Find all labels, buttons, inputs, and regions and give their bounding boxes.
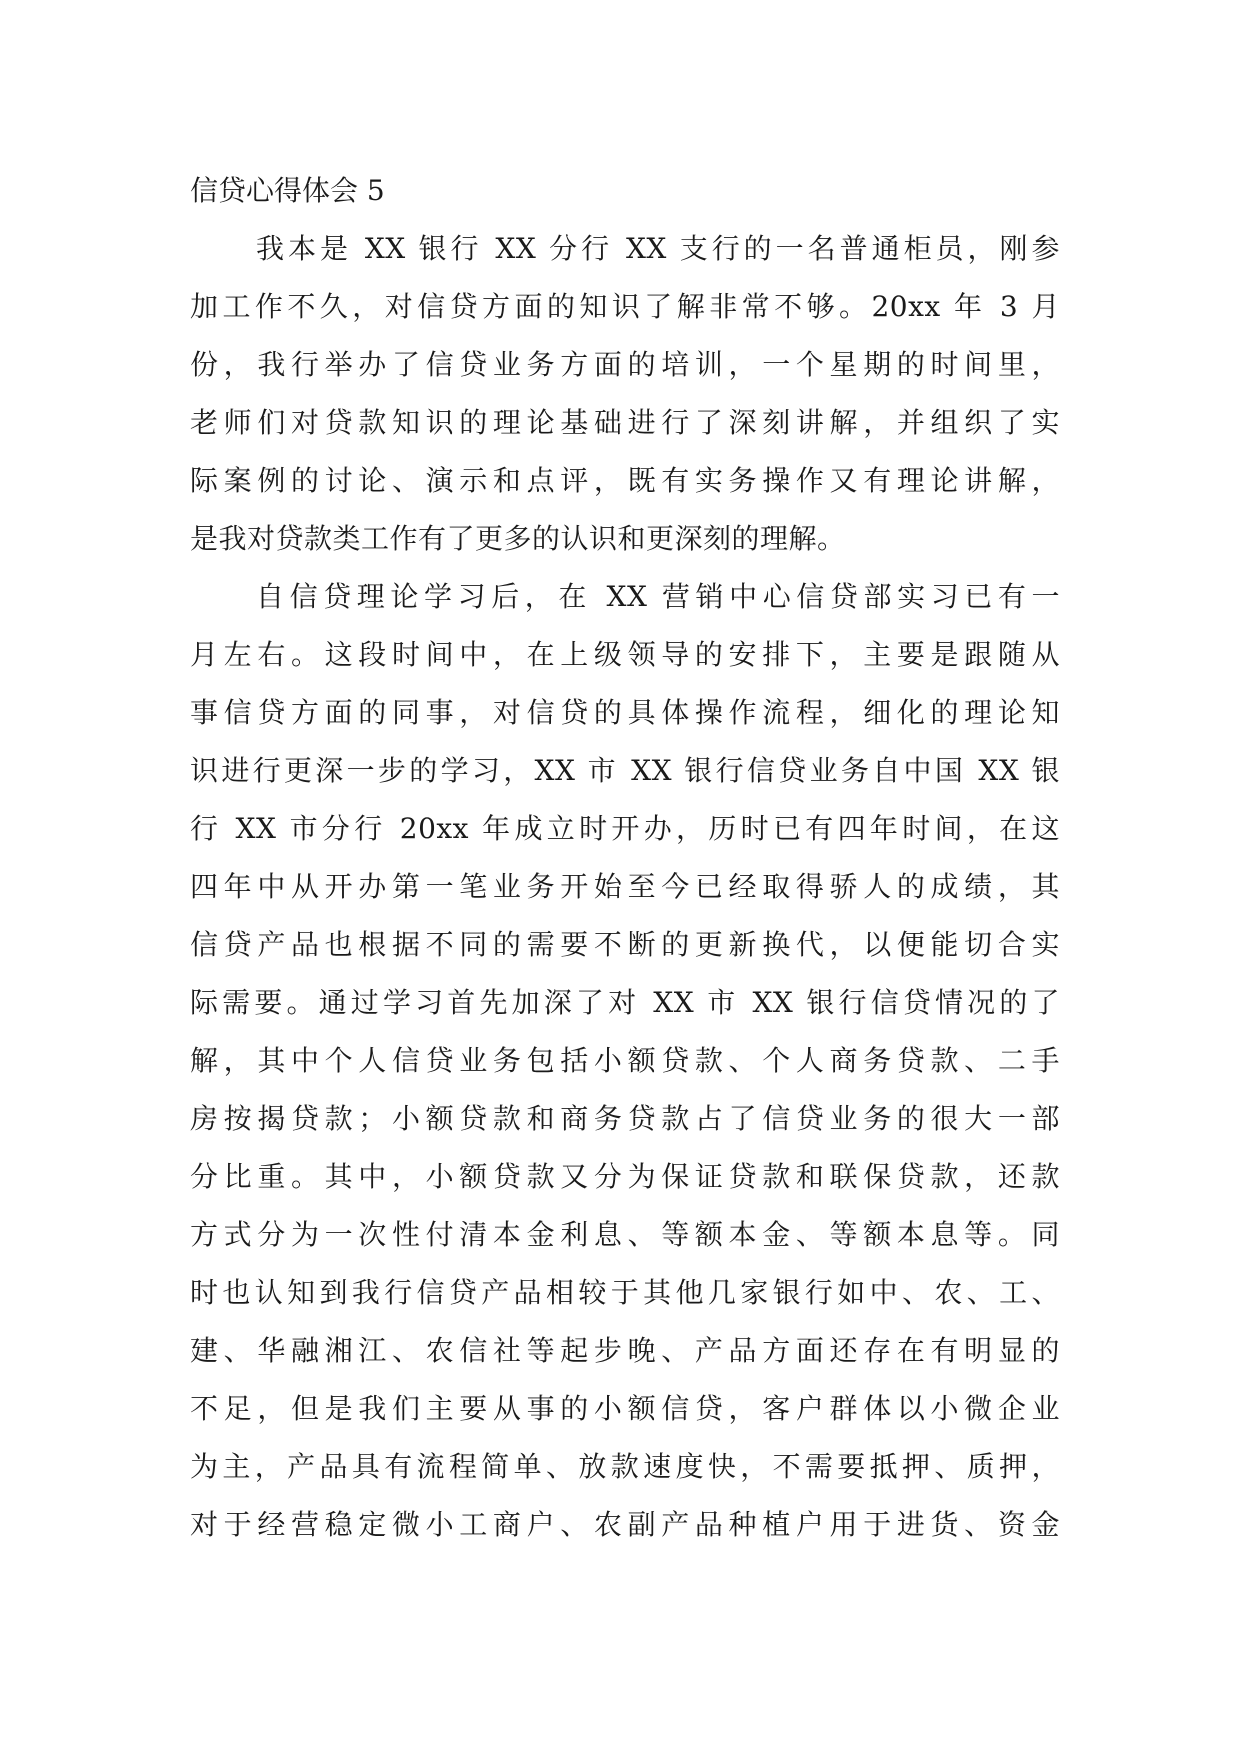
paragraph-line: 方式分为一次性付清本金利息、等额本金、等额本息等。同 — [190, 1218, 1060, 1251]
paragraph-line: 老师们对贷款知识的理论基础进行了深刻讲解，并组织了实 — [190, 406, 1060, 439]
paragraph-line: 时也认知到我行信贷产品相较于其他几家银行如中、农、工、 — [190, 1276, 1060, 1309]
paragraph-line: 四年中从开办第一笔业务开始至今已经取得骄人的成绩，其 — [190, 870, 1060, 903]
paragraph-line: 分比重。其中，小额贷款又分为保证贷款和联保贷款，还款 — [190, 1160, 1060, 1193]
paragraph-line: 不足，但是我们主要从事的小额信贷，客户群体以小微企业 — [190, 1392, 1060, 1425]
paragraph-line: 自信贷理论学习后，在 XX 营销中心信贷部实习已有一 — [256, 580, 1060, 613]
paragraph-line: 加工作不久，对信贷方面的知识了解非常不够。20xx 年 3 月 — [190, 290, 1060, 323]
paragraph-line: 识进行更深一步的学习，XX 市 XX 银行信贷业务自中国 XX 银 — [190, 754, 1060, 787]
paragraph-line: 建、华融湘江、农信社等起步晚、产品方面还存在有明显的 — [190, 1334, 1060, 1367]
paragraph-line: 际需要。通过学习首先加深了对 XX 市 XX 银行信贷情况的了 — [190, 986, 1060, 1019]
paragraph-line: 是我对贷款类工作有了更多的认识和更深刻的理解。 — [190, 522, 846, 555]
paragraph-line: 对于经营稳定微小工商户、农副产品种植户用于进货、资金 — [190, 1508, 1060, 1541]
paragraph-line: 我本是 XX 银行 XX 分行 XX 支行的一名普通柜员，刚参 — [256, 232, 1060, 265]
paragraph-line: 为主，产品具有流程简单、放款速度快，不需要抵押、质押， — [190, 1450, 1060, 1483]
paragraph-line: 际案例的讨论、演示和点评，既有实务操作又有理论讲解， — [190, 464, 1060, 497]
paragraph-2 — [190, 568, 1060, 1554]
paragraph-line: 份，我行举办了信贷业务方面的培训，一个星期的时间里， — [190, 348, 1060, 381]
paragraph-line: 事信贷方面的同事，对信贷的具体操作流程，细化的理论知 — [190, 696, 1060, 729]
paragraph-1 — [190, 220, 1060, 568]
paragraph-line: 信贷产品也根据不同的需要不断的更新换代，以便能切合实 — [190, 928, 1060, 961]
paragraph-line: 解，其中个人信贷业务包括小额贷款、个人商务贷款、二手 — [190, 1044, 1060, 1077]
document-title: 信贷心得体会 5 — [190, 174, 385, 207]
paragraph-line: 房按揭贷款；小额贷款和商务贷款占了信贷业务的很大一部 — [190, 1102, 1060, 1135]
paragraph-line: 月左右。这段时间中，在上级领导的安排下，主要是跟随从 — [190, 638, 1060, 671]
document-body — [190, 162, 1060, 1554]
paragraph-line: 行 XX 市分行 20xx 年成立时开办，历时已有四年时间，在这 — [190, 812, 1060, 845]
